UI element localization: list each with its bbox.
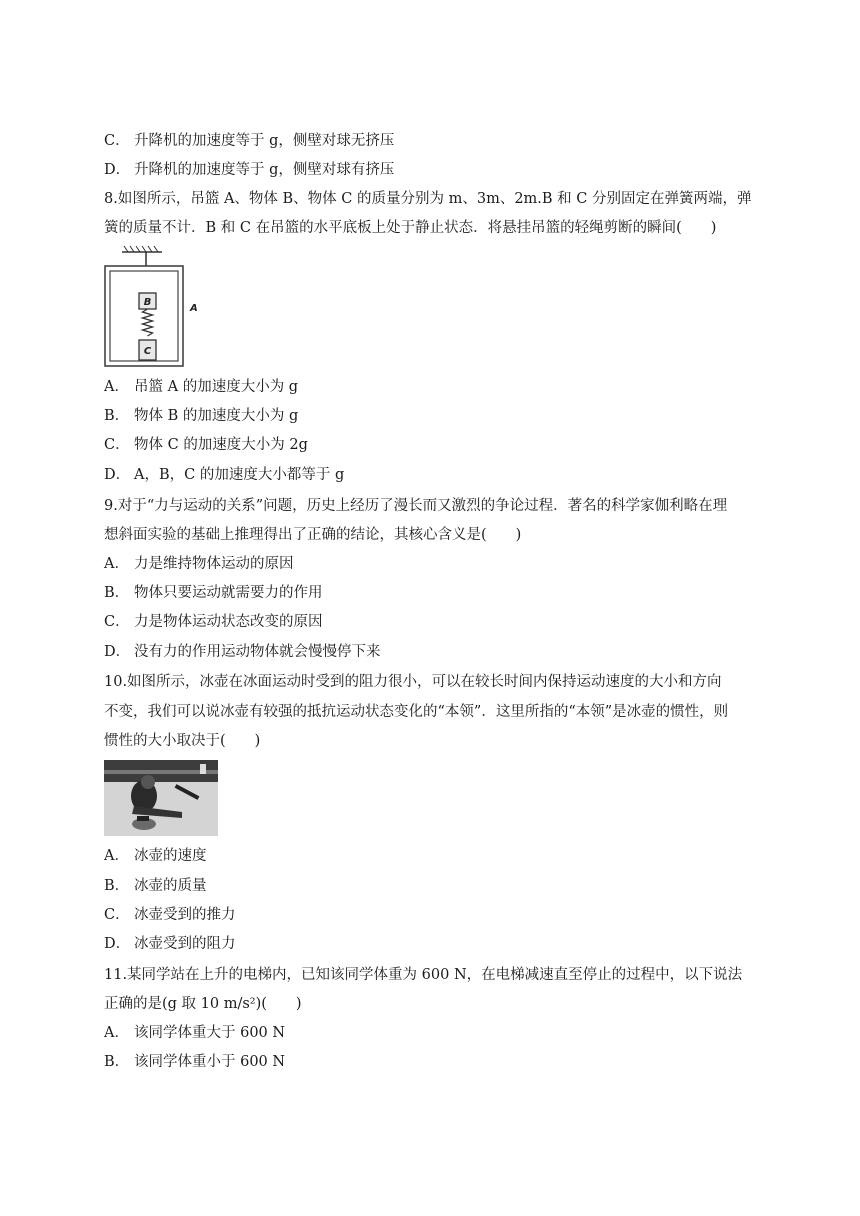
option-text: 升降机的加速度等于 g，侧壁对球无挤压 bbox=[134, 133, 395, 149]
option-text: 力是维持物体运动的原因 bbox=[134, 556, 294, 572]
option-key: A． bbox=[104, 556, 129, 572]
q7-option-d bbox=[104, 160, 394, 180]
q11-stem-line-1: 11.某同学站在上升的电梯内，已知该同学体重为 600 N，在电梯减速直至停止的过程中，以下说法 bbox=[104, 967, 743, 983]
q10-option-a bbox=[104, 846, 207, 866]
option-text: 升降机的加速度等于 g，侧壁对球有挤压 bbox=[134, 162, 395, 178]
q11-option-b bbox=[104, 1052, 285, 1072]
option-text: 物体 B 的加速度大小为 g bbox=[134, 408, 299, 424]
q7-option-c bbox=[104, 131, 394, 151]
option-key: A． bbox=[104, 379, 129, 395]
option-text: 冰壶受到的阻力 bbox=[134, 936, 236, 952]
option-text: 该同学体重小于 600 N bbox=[134, 1054, 286, 1070]
q9-option-b bbox=[104, 583, 323, 603]
option-key: B． bbox=[104, 408, 130, 424]
q9-stem-line-2: 想斜面实验的基础上推理得出了正确的结论，其核心含义是( ) bbox=[104, 527, 522, 543]
q9-option-c bbox=[104, 612, 323, 632]
option-key: C． bbox=[104, 133, 130, 149]
option-key: D． bbox=[104, 162, 131, 178]
q10-stem-line-3: 惯性的大小取决于( ) bbox=[104, 733, 261, 749]
q8-stem-line-2: 簧的质量不计．B 和 C 在吊篮的水平底板上处于静止状态．将悬挂吊篮的轻绳剪断的瞬间( ) bbox=[104, 220, 717, 236]
q10-option-d bbox=[104, 934, 236, 954]
q8-option-b bbox=[104, 406, 298, 426]
q8-basket-figure bbox=[104, 244, 204, 368]
q8-option-d bbox=[104, 465, 344, 485]
q9-stem-line-1: 9.对于“力与运动的关系”问题，历史上经历了漫长而又激烈的争论过程．著名的科学家伽利略在理 bbox=[104, 498, 728, 514]
q8-option-a bbox=[104, 377, 298, 397]
q11-stem-line-2: 正确的是(g 取 10 m/s²)( ) bbox=[104, 996, 302, 1012]
q8-stem-line-1: 8.如图所示，吊篮 A、物体 B、物体 C 的质量分别为 m、3m、2m.B 和 C 分别固定在弹簧两端，弹 bbox=[104, 191, 752, 207]
option-key: A． bbox=[104, 1025, 129, 1041]
option-key: B． bbox=[104, 1054, 130, 1070]
option-text: 该同学体重大于 600 N bbox=[134, 1025, 286, 1041]
option-key: C． bbox=[104, 437, 130, 453]
option-key: B． bbox=[104, 585, 130, 601]
q8-option-c bbox=[104, 435, 308, 455]
label-c: C bbox=[143, 346, 152, 357]
option-key: C． bbox=[104, 614, 130, 630]
q10-stem-line-2: 不变，我们可以说冰壶有较强的抵抗运动状态变化的“本领”．这里所指的“本领”是冰壶的惯性，则 bbox=[104, 704, 729, 720]
option-text: 物体 C 的加速度大小为 2g bbox=[134, 437, 308, 453]
q11-option-a bbox=[104, 1023, 285, 1043]
option-text: 冰壶受到的推力 bbox=[134, 907, 236, 923]
label-b: B bbox=[143, 297, 152, 308]
q9-option-d bbox=[104, 642, 381, 662]
q10-option-b bbox=[104, 876, 207, 896]
option-key: D． bbox=[104, 467, 131, 483]
option-text: 物体只要运动就需要力的作用 bbox=[134, 585, 323, 601]
curling-photo bbox=[104, 760, 218, 836]
option-text: A，B，C 的加速度大小都等于 g bbox=[134, 467, 345, 483]
option-key: D． bbox=[104, 936, 131, 952]
q10-stem-line-1: 10.如图所示，冰壶在冰面运动时受到的阻力很小，可以在较长时间内保持运动速度的大小和方向 bbox=[104, 674, 722, 690]
option-text: 吊篮 A 的加速度大小为 g bbox=[134, 379, 299, 395]
option-text: 冰壶的质量 bbox=[134, 878, 207, 894]
q10-option-c bbox=[104, 905, 236, 925]
option-key: D． bbox=[104, 644, 131, 660]
option-text: 力是物体运动状态改变的原因 bbox=[134, 614, 323, 630]
option-text: 冰壶的速度 bbox=[134, 848, 207, 864]
label-a: A bbox=[190, 303, 198, 314]
option-key: B． bbox=[104, 878, 130, 894]
q9-option-a bbox=[104, 554, 294, 574]
option-key: A． bbox=[104, 848, 129, 864]
option-key: C． bbox=[104, 907, 130, 923]
option-text: 没有力的作用运动物体就会慢慢停下来 bbox=[134, 644, 381, 660]
